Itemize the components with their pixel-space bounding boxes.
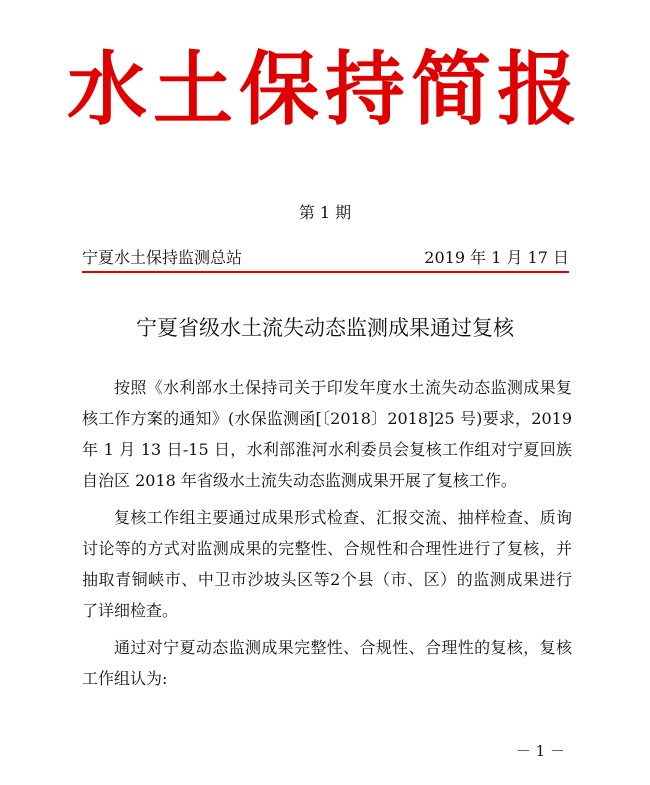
masthead-title: 水土保持简报 bbox=[67, 43, 583, 136]
paragraph: 复核工作组主要通过成果形式检查、汇报交流、抽样检查、质询讨论等的方式对监测成果的完整性、合规性和合理性进行了复核，并抽取青铜峡市、中卫市沙坡头区等2个县（市、区）的监测成果进行了详细检查。 bbox=[82, 508, 572, 620]
article-title: 宁夏省级水土流失动态监测成果通过复核 bbox=[136, 316, 514, 340]
publisher-name: 宁夏水土保持监测总站 bbox=[82, 248, 243, 267]
publisher-date-row bbox=[82, 245, 569, 269]
article-body bbox=[82, 372, 572, 700]
paragraph: 按照《水利部水土保持司关于印发年度水土流失动态监测成果复核工作方案的通知》(水保监测函[〔2018〕2018]25 号)要求，2019 年 1 月 13 日-15 日，水利部淮河水利委员会复核工作组对宁夏回族自治区 2018 年省级水土流失动态监测成果开展了复核工作。 bbox=[82, 378, 572, 490]
issue-number: 第 1 期 bbox=[298, 203, 352, 222]
red-divider bbox=[82, 271, 569, 273]
publish-date: 2019 年 1 月 17 日 bbox=[424, 248, 569, 267]
page-number: － 1 － bbox=[515, 742, 565, 760]
paragraph: 通过对宁夏动态监测成果完整性、合规性、合理性的复核，复核工作组认为: bbox=[82, 638, 572, 688]
